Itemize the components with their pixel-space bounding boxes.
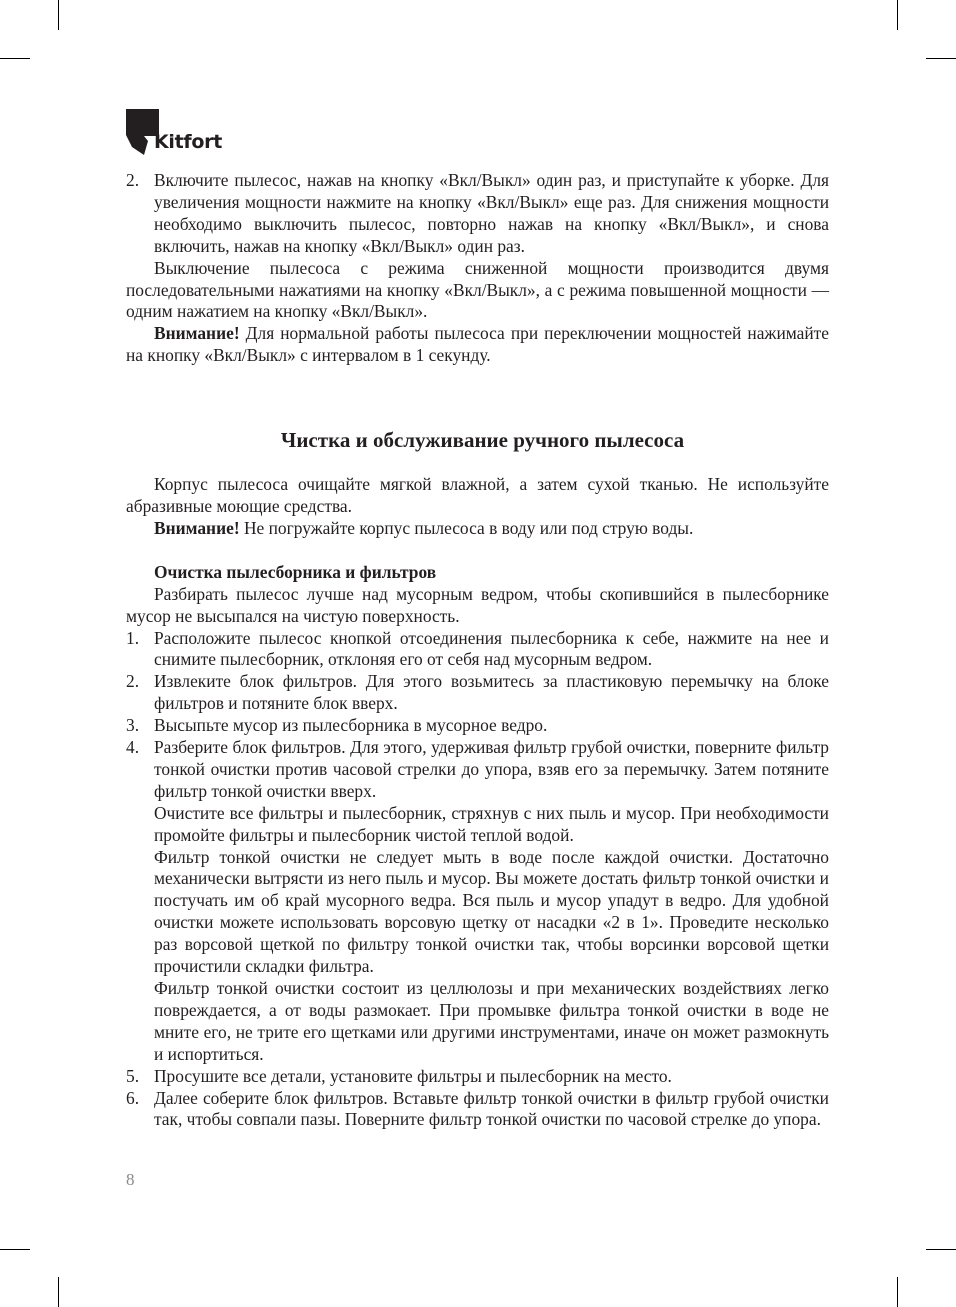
page-number: 8 [126,1170,135,1189]
list-number: 2. [126,170,140,190]
list-number: 6. [126,1087,140,1108]
list-text: Включите пылесос, нажав на кнопку «Вкл/Выкл» один раз, и приступайте к уборке. Для увеличения мощности нажмите на кнопку «Вкл/Выкл» еще раз. Для снижения мощности необходимо выключить пылесос, повторно нажав на кнопку «Вкл/Выкл», и снова включить, нажав на кнопку «Вкл/Выкл» один раз. [154,170,829,256]
list-number: 1. [126,627,140,648]
warning-text: Не погружайте корпус пылесоса в воду или под струю воды. [239,517,694,538]
subsection-intro: Разбирать пылесос лучше над мусорным ведром, чтобы скопившийся в пылесборнике мусор не высыпался на чистую поверхность. [126,583,829,626]
list-number: 4. [126,737,140,758]
list-item [126,1088,829,1132]
warning-label: Внимание! [154,517,240,538]
crop-mark-top-left-v [58,0,59,30]
crop-mark-bottom-right-v [897,1277,898,1307]
document-body [126,170,829,1131]
paragraph-power-off: Выключение пылесоса с режима сниженной мощности производится двумя последовательными нажатиями на кнопку «Вкл/Выкл», а с режима повышенной мощности — одним нажатием на кнопку «Вкл/Выкл». [126,257,829,322]
step-note: Фильтр тонкой очистки не следует мыть в воде после каждой очистки. Достаточно механически вытрясти из него пыль и мусор. Вы можете достать фильтр тонкой очистки и постучать им об край мусорного ведра. Вся пыль и мусор упадут в ведро. Для удобной очистки можете использовать ворсовую щетку от насадки «2 в 1». Проведите несколько раз ворсовой щеткой по фильтру тонкой очистки так, чтобы ворсинки ворсовой щетки прочистили складки фильтра. [154,846,829,977]
list-item [126,715,829,737]
list-item [126,170,829,258]
warning-text: Для нормальной работы пылесоса при переключении мощностей нажимайте на кнопку «Вкл/Выкл» с интервалом в 1 секунду. [126,323,829,366]
section-title: Чистка и обслуживание ручного пылесоса [280,428,685,453]
step-note: Очистите все фильтры и пылесборник, стряхнув с них пыль и мусор. При необходимости промойте фильтры и пылесборник чистой теплой водой. [154,802,829,845]
list-text: Разберите блок фильтров. Для этого, удерживая фильтр грубой очистки, поверните фильтр тонкой очистки против часовой стрелки до упора, взяв его за перемычку. Затем потяните фильтр тонкой очистки вверх. [154,737,829,801]
list-text: Просушите все детали, установите фильтры и пылесборник на место. [154,1065,672,1086]
warning-paragraph [126,518,829,540]
list-text: Далее соберите блок фильтров. Вставьте фильтр тонкой очистки в фильтр грубой очистки так, чтобы совпали пазы. Поверните фильтр тонкой очистки по часовой стрелке до упора. [154,1087,829,1130]
list-text: Извлеките блок фильтров. Для этого возьмитесь за пластиковую перемычку на блоке фильтров и потяните блок вверх. [154,671,829,714]
list-number: 5. [126,1065,140,1086]
list-text: Расположите пылесос кнопкой отсоединения пылесборника к себе, нажмите на нее и снимите пылесборник, отклоняя его от себя над мусорным ведром. [154,627,829,670]
crop-mark-top-right-h [926,58,956,59]
warning-paragraph [126,323,829,367]
brand-logo [126,109,256,159]
list-number: 2. [126,671,140,692]
list-item [126,628,829,672]
crop-mark-top-left-h [0,58,30,59]
list-item [126,671,829,715]
list-text: Высыпьте мусор из пылесборника в мусорное ведро. [154,715,548,736]
crop-mark-bottom-left-h [0,1249,30,1250]
list-item [126,737,829,803]
brand-name: Kitfort [154,131,222,153]
section-intro: Корпус пылесоса очищайте мягкой влажной, а затем сухой тканью. Не используйте абразивные моющие средства. [126,474,829,516]
crop-mark-top-right-v [897,0,898,30]
warning-label: Внимание! [154,323,240,344]
crop-mark-bottom-right-h [926,1249,956,1250]
crop-mark-bottom-left-v [58,1277,59,1307]
step-note: Фильтр тонкой очистки состоит из целлюлозы и при механических воздействиях легко повреждается, а от воды размокает. При промывке фильтра тонкой очистки в воде не мните его, не трите его щетками или другими инструментами, иначе он может размокнуть и испортиться. [154,978,829,1064]
subsection-title: Очистка пылесборника и фильтров [154,561,437,582]
list-number: 3. [126,715,140,736]
list-item [126,1066,829,1088]
